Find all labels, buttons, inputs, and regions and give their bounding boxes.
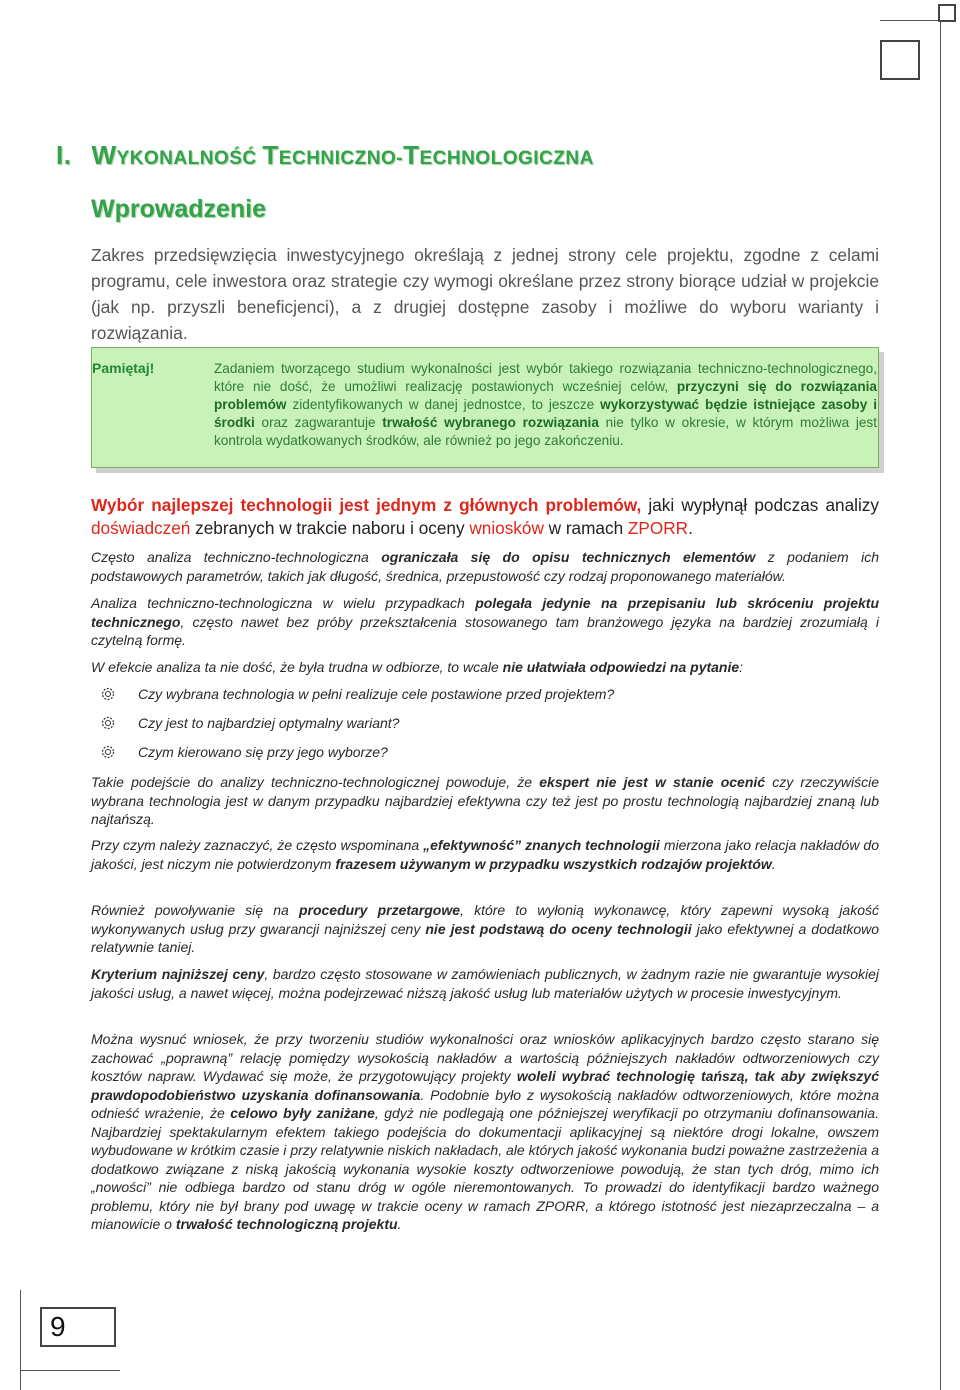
- gear-bullet-icon: [100, 715, 116, 731]
- gear-bullet-icon: [100, 686, 116, 702]
- paragraph-7: Kryterium najniższej ceny, bardzo często stosowane w zamówieniach publicznych, w żadnym razie nie gwarantuje wysokiej jakości usług, a nawet więcej, można podejrzewać niższą jakość usług lub materiałów użytych w procesie inwestycyjnym.: [91, 966, 880, 1001]
- reminder-box: [91, 347, 879, 468]
- paragraph-3: W efekcie analiza ta nie dość, że była trudna w odbiorze, to wcale nie ułatwiała odpowiedzi na pytanie:: [91, 659, 744, 675]
- page-number: 9: [40, 1307, 116, 1347]
- paragraph-2: Analiza techniczno-technologiczna w wielu przypadkach polegała jedynie na przepisaniu lub skróceniu projektu technicznego, często nawet bez próby przekształcenia stosowanego tam branżowego języka na bardziej zrozumiałą i czytelną formę.: [91, 595, 879, 648]
- corner-square-large: [880, 40, 920, 80]
- frame-top-line: [880, 20, 940, 21]
- frame-bottom-line: [20, 1370, 120, 1371]
- reminder-text: Zadaniem tworzącego studium wykonalności jest wybór takiego rozwiązania techniczno-technologicznego, które nie dość, że umożliwi realizację postawionych wcześniej celów, przyczyni się do rozwiązania problemów zidentyfikowanych w danej jednostce, to jeszcze wykorzystywać będzie istniejące zasoby i środki oraz zagwarantuje trwałość wybranego rozwiązania nie tylko w okresie, w którym możliwa jest kontrola wydatkowanych środków, ale również po jego zakończeniu.: [214, 361, 877, 448]
- lead-paragraph: Wybór najlepszej technologii jest jednym z głównych problemów, jaki wypłynął podczas analizy doświadczeń zebranych w trakcie naboru i oceny wniosków w ramach ZPORR.: [91, 495, 879, 538]
- question-item: Czy wybrana technologia w pełni realizuje cele postawione przed projektem?: [100, 686, 614, 702]
- section-title: Wprowadzenie: [91, 195, 267, 223]
- question-item: Czym kierowano się przy jego wyborze?: [100, 744, 388, 760]
- reminder-label: Pamiętaj!: [92, 360, 155, 376]
- corner-square-small: [938, 4, 956, 22]
- intro-paragraph: Zakres przedsięwzięcia inwestycyjnego określają z jednej strony cele projektu, zgodne z celami programu, cele inwestora oraz strategie czy wymogi określane przez strony biorące udział w projekcie (jak np. przyszli beneficjenci), a z drugiej dostępne zasoby i możliwe do wyboru warianty i rozwiązania.: [91, 245, 879, 343]
- frame-left-line: [20, 1290, 21, 1390]
- gear-bullet-icon: [100, 744, 116, 760]
- paragraph-8: Można wysnuć wniosek, że przy tworzeniu studiów wykonalności oraz wniosków aplikacyjnych bardzo często starano się zachować „poprawną” relację pomiędzy wysokością nakładów a wartością późniejszych nakładów odtworzeniowych czy kosztów napraw. Wydawać się może, że przygotowujący projekty woleli wybrać technologię tańszą, tak aby zwiększyć prawdopodobieństwo uzyskania dofinansowania. Podobnie było z wysokością nakładów odtworzeniowych, które można odnieść wrażenie, że celowo były zaniżane, gdyż nie podlegają one późniejszej weryfikacji po otrzymaniu dofinansowania. Najbardziej spektakularnym efektem takiego podejścia do dokumentacji aplikacyjnej są niektóre drogi lokalne, owszem wybudowane w krótkim czasie i przy relatywnie niskich nakładach, ale których jakość wykonania budzi poważne zastrzeżenia a dodatkowo związane z niską jakością wykonania wysokie koszty odtworzeniowe powodują, że stan tych dróg, mimo ich „nowości” nie odbiega bardzo od stanu dróg w ogóle nieremontowanych. To prowadzi do identyfikacji bardzo ważnego problemu, który nie był brany pod uwagę w trakcie oceny w ramach ZPORR, a którego istotność jest niezaprzeczalna – a mianowicie o trwałość technologiczną projektu.: [91, 1031, 879, 1232]
- frame-right-line: [940, 20, 941, 1390]
- paragraph-6: Również powoływanie się na procedury przetargowe, które to wyłonią wykonawcę, który zapewni wysoką jakość wykonywanych usług przy gwarancji najniższej ceny nie jest podstawą do oceny technologii jako efektywnej a dodatkowo relatywnie taniej.: [91, 902, 880, 955]
- paragraph-5: Przy czym należy zaznaczyć, że często wspominana „efektywność” znanych technologii mierzona jako relacja nakładów do jakości, jest niczym nie potwierdzonym frazesem używanym w przypadku wszystkich rodzajów projektów.: [91, 837, 879, 872]
- question-item: Czy jest to najbardziej optymalny wariant?: [100, 715, 399, 731]
- paragraph-1: Często analiza techniczno-technologiczna ograniczała się do opisu technicznych elementów z podaniem ich podstawowych parametrów, takich jak długość, średnica, przepustowość czy rodzaj proponowanego materiałów.: [91, 549, 879, 584]
- chapter-title: I. WYKONALNOŚĆ TECHNICZNO-TECHNOLOGICZNA: [56, 140, 594, 170]
- paragraph-4: Takie podejście do analizy techniczno-technologicznej powoduje, że ekspert nie jest w stanie ocenić czy rzeczywiście wybrana technologia jest w danym przypadku najbardziej efektywna czy też jest po prostu technologią najbardziej znaną lub najtańszą.: [91, 774, 879, 827]
